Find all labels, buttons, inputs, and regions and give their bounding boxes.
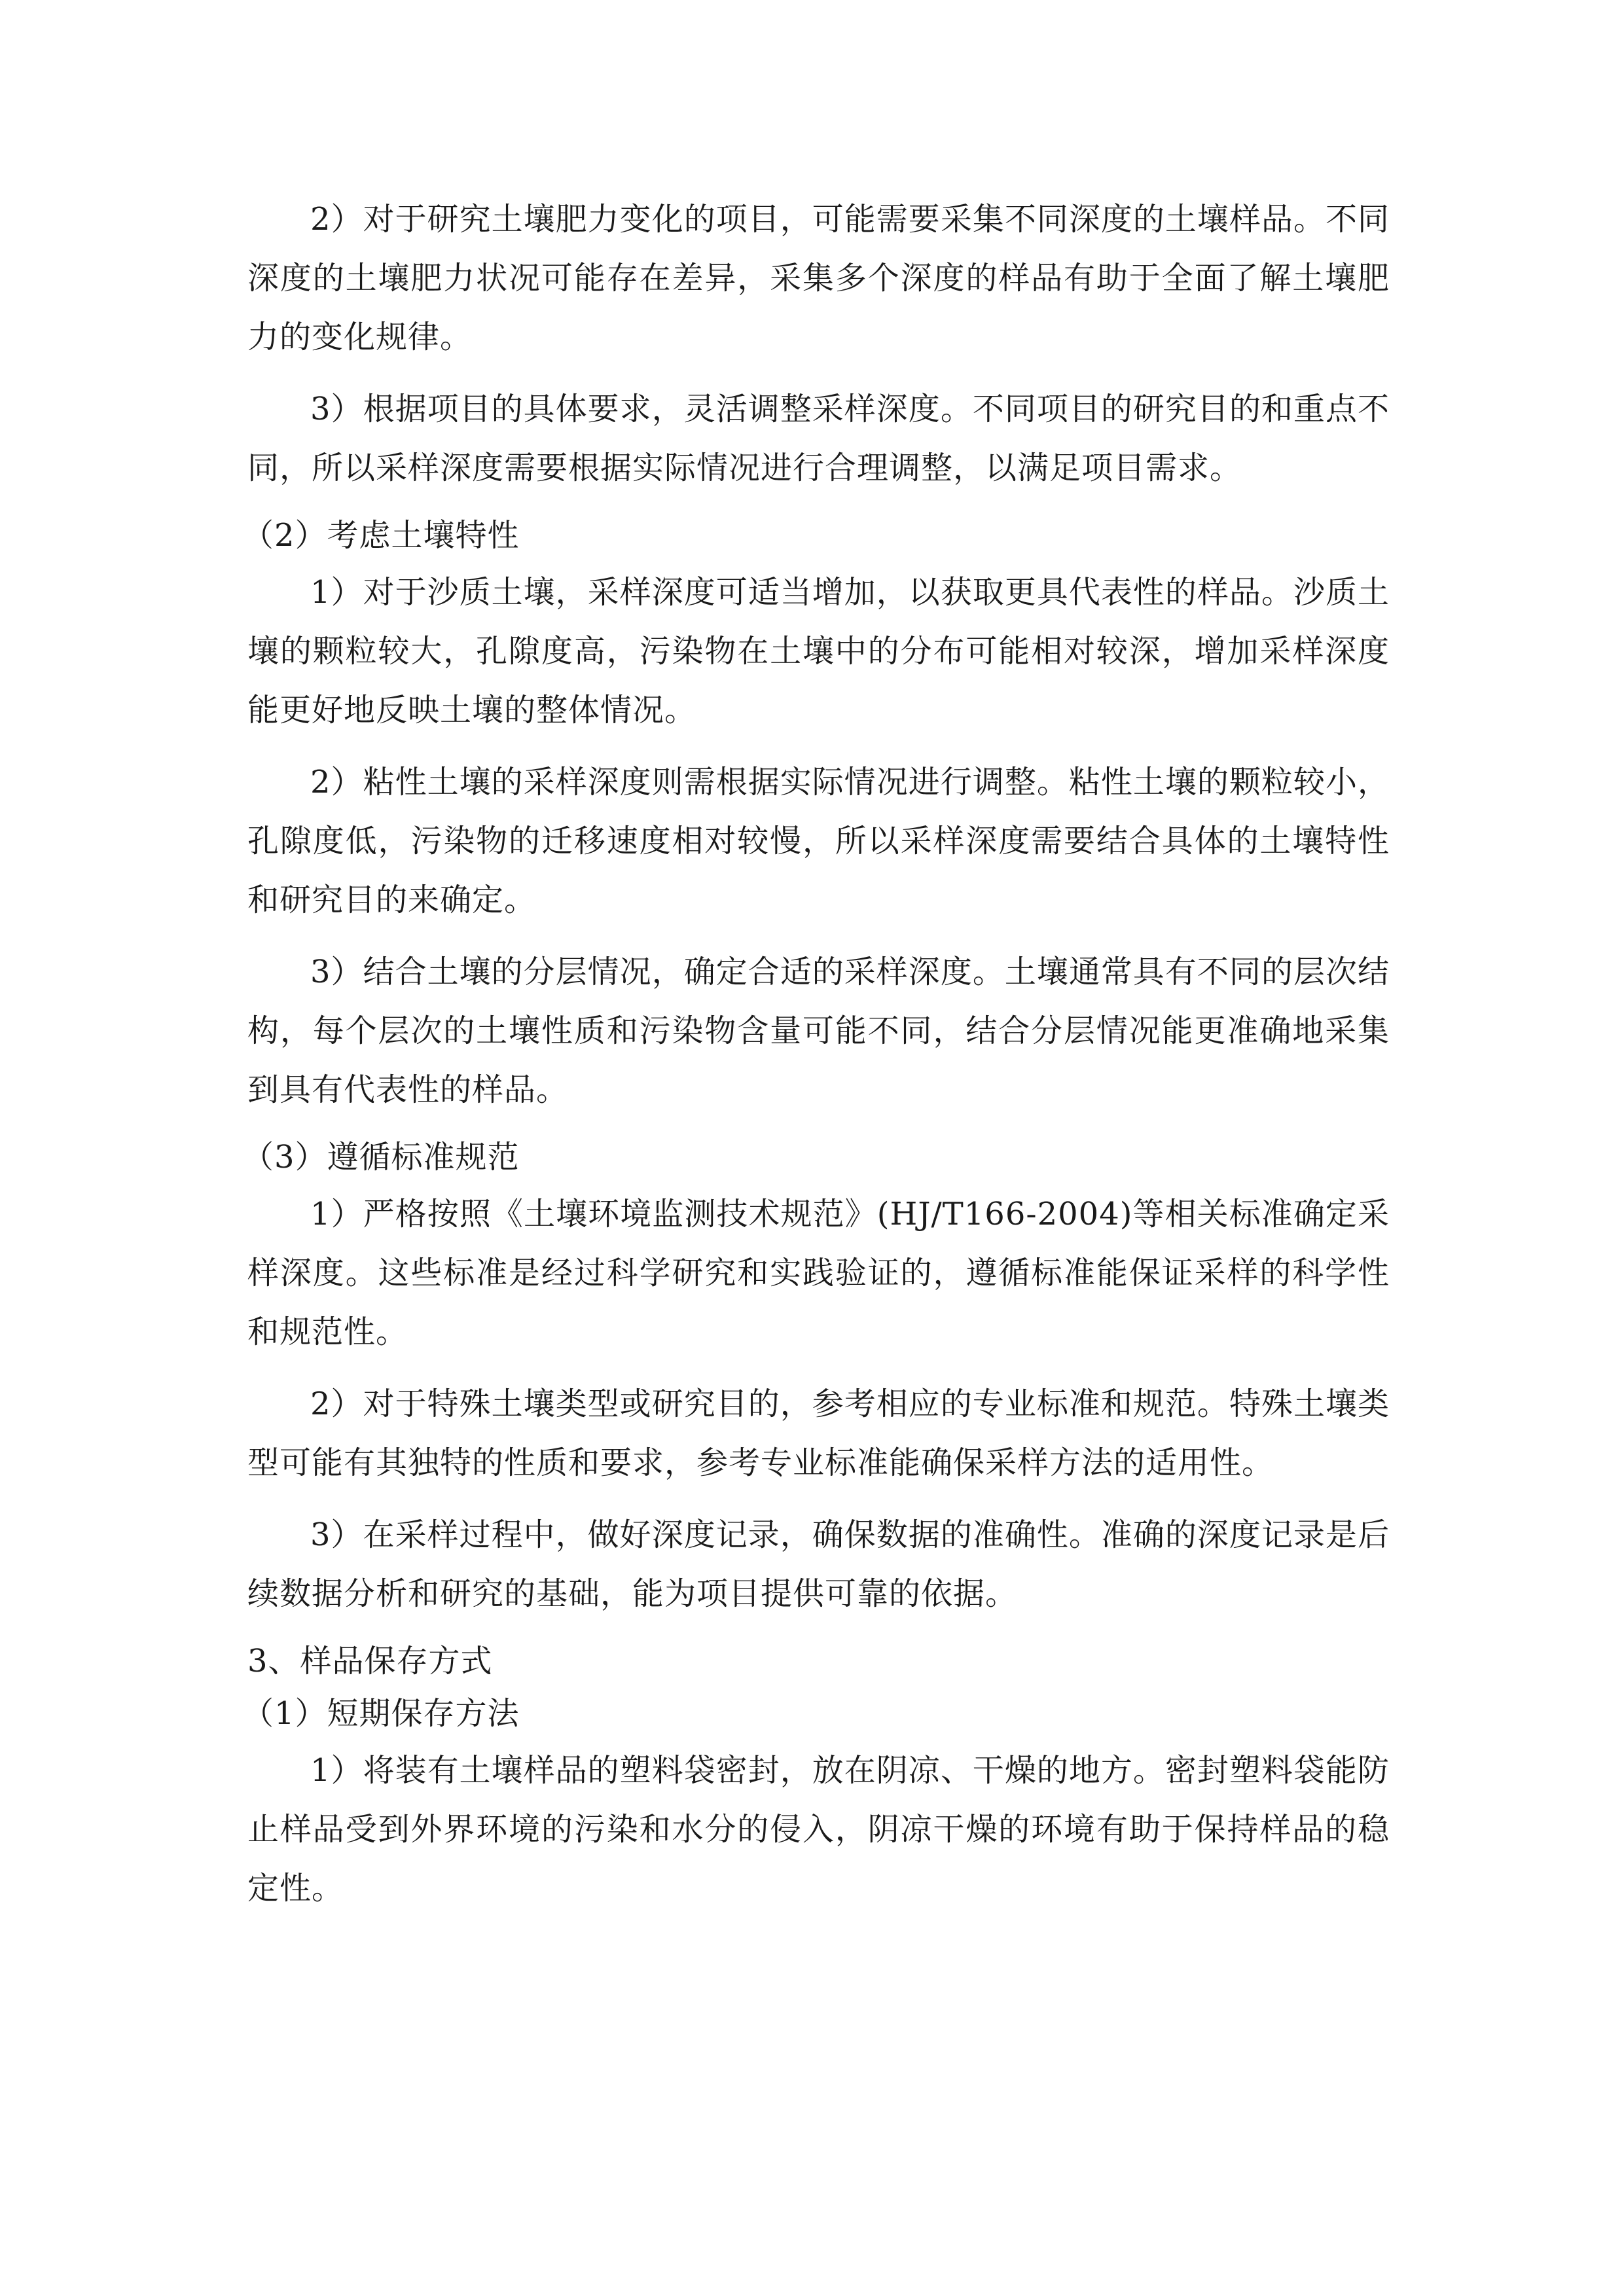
paragraph-soil-layers: 3）结合土壤的分层情况，确定合适的采样深度。土壤通常具有不同的层次结构，每个层次的土壤性质和污染物含量可能不同，结合分层情况能更准确地采集到具有代表性的样品。 [247,954,1390,1108]
paragraph-sandy-soil: 1）对于沙质土壤，采样深度可适当增加，以获取更具代表性的样品。沙质土壤的颗粒较大，孔隙度高，污染物在土壤中的分布可能相对较深，增加采样深度能更好地反映土壤的整体情况。 [247,574,1390,728]
paragraph-depth-record: 3）在采样过程中，做好深度记录，确保数据的准确性。准确的深度记录是后续数据分析和研究的基础，能为项目提供可靠的依据。 [247,1516,1390,1612]
subheading-short-term-storage: （1）短期保存方法 [242,1695,520,1732]
paragraph-sealed-bag: 1）将装有土壤样品的塑料袋密封，放在阴凉、干燥的地方。密封塑料袋能防止样品受到外界环境的污染和水分的侵入，阴凉干燥的环境有助于保持样品的稳定性。 [247,1752,1390,1907]
paragraph-special-soil: 2）对于特殊土壤类型或研究目的，参考相应的专业标准和规范。特殊土壤类型可能有其独特的性质和要求，参考专业标准能确保采样方法的适用性。 [247,1386,1390,1481]
paragraph-standard-spec: 1）严格按照《土壤环境监测技术规范》(HJ/T166-2004)等相关标准确定采样深度。这些标准是经过科学研究和实践验证的，遵循标准能保证采样的科学性和规范性。 [247,1196,1390,1350]
subheading-soil-properties: （2）考虑土壤特性 [242,517,520,554]
paragraph-fertility-depth: 2）对于研究土壤肥力变化的项目，可能需要采集不同深度的土壤样品。不同深度的土壤肥力状况可能存在差异，采集多个深度的样品有助于全面了解土壤肥力的变化规律。 [247,201,1390,355]
paragraph-clay-soil: 2）粘性土壤的采样深度则需根据实际情况进行调整。粘性土壤的颗粒较小，孔隙度低，污染物的迁移速度相对较慢，所以采样深度需要结合具体的土壤特性和研究目的来确定。 [247,764,1390,918]
paragraph-adjust-depth: 3）根据项目的具体要求，灵活调整采样深度。不同项目的研究目的和重点不同，所以采样深度需要根据实际情况进行合理调整，以满足项目需求。 [247,391,1390,486]
subheading-standards: （3）遵循标准规范 [242,1139,520,1175]
document-body [242,190,1390,1931]
section-heading-sample-storage: 3、样品保存方式 [247,1643,493,1679]
